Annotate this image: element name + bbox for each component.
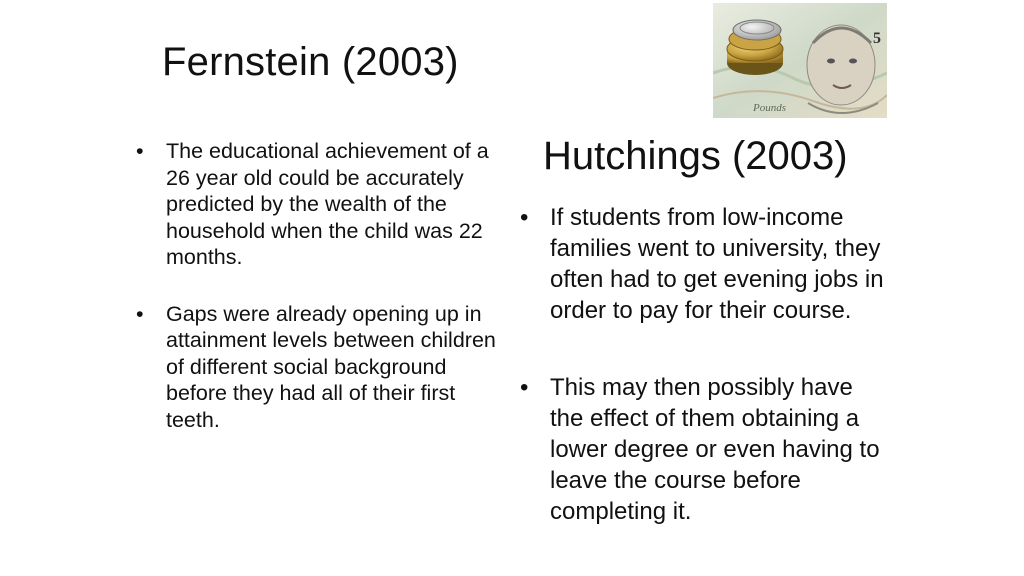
right-bullet-text: This may then possibly have the effect of them obtaining a lower degree or even having to leave the course before completing it. <box>550 374 880 525</box>
banknote-number: 5 <box>873 30 881 47</box>
bullet-marker: • <box>520 204 529 231</box>
bullet-marker: • <box>136 301 144 326</box>
money-photo <box>713 3 887 118</box>
coins-and-banknote-image <box>713 3 887 118</box>
right-bullet-text: If students from low-income families went to university, they often had to get evening jobs in order to pay for their course. <box>550 204 884 324</box>
left-bullet-item <box>136 138 506 271</box>
banknote-script: Pounds <box>753 102 786 114</box>
bullet-marker: • <box>136 139 144 163</box>
left-bullet-list <box>136 138 506 463</box>
right-bullet-item <box>520 202 890 326</box>
right-title: Hutchings (2003) <box>543 134 848 178</box>
left-bullet-item <box>136 301 506 434</box>
left-title: Fernstein (2003) <box>162 40 459 84</box>
bullet-marker: • <box>520 374 529 401</box>
left-bullet-text: Gaps were already opening up in attainment levels between children of different social background before they had all of their first teeth. <box>166 301 496 432</box>
right-bullet-item <box>520 372 890 527</box>
left-bullet-text: The educational achievement of a 26 year old could be accurately predicted by the wealth of the household when the child was 22 months. <box>166 139 489 269</box>
right-bullet-list <box>520 202 890 573</box>
